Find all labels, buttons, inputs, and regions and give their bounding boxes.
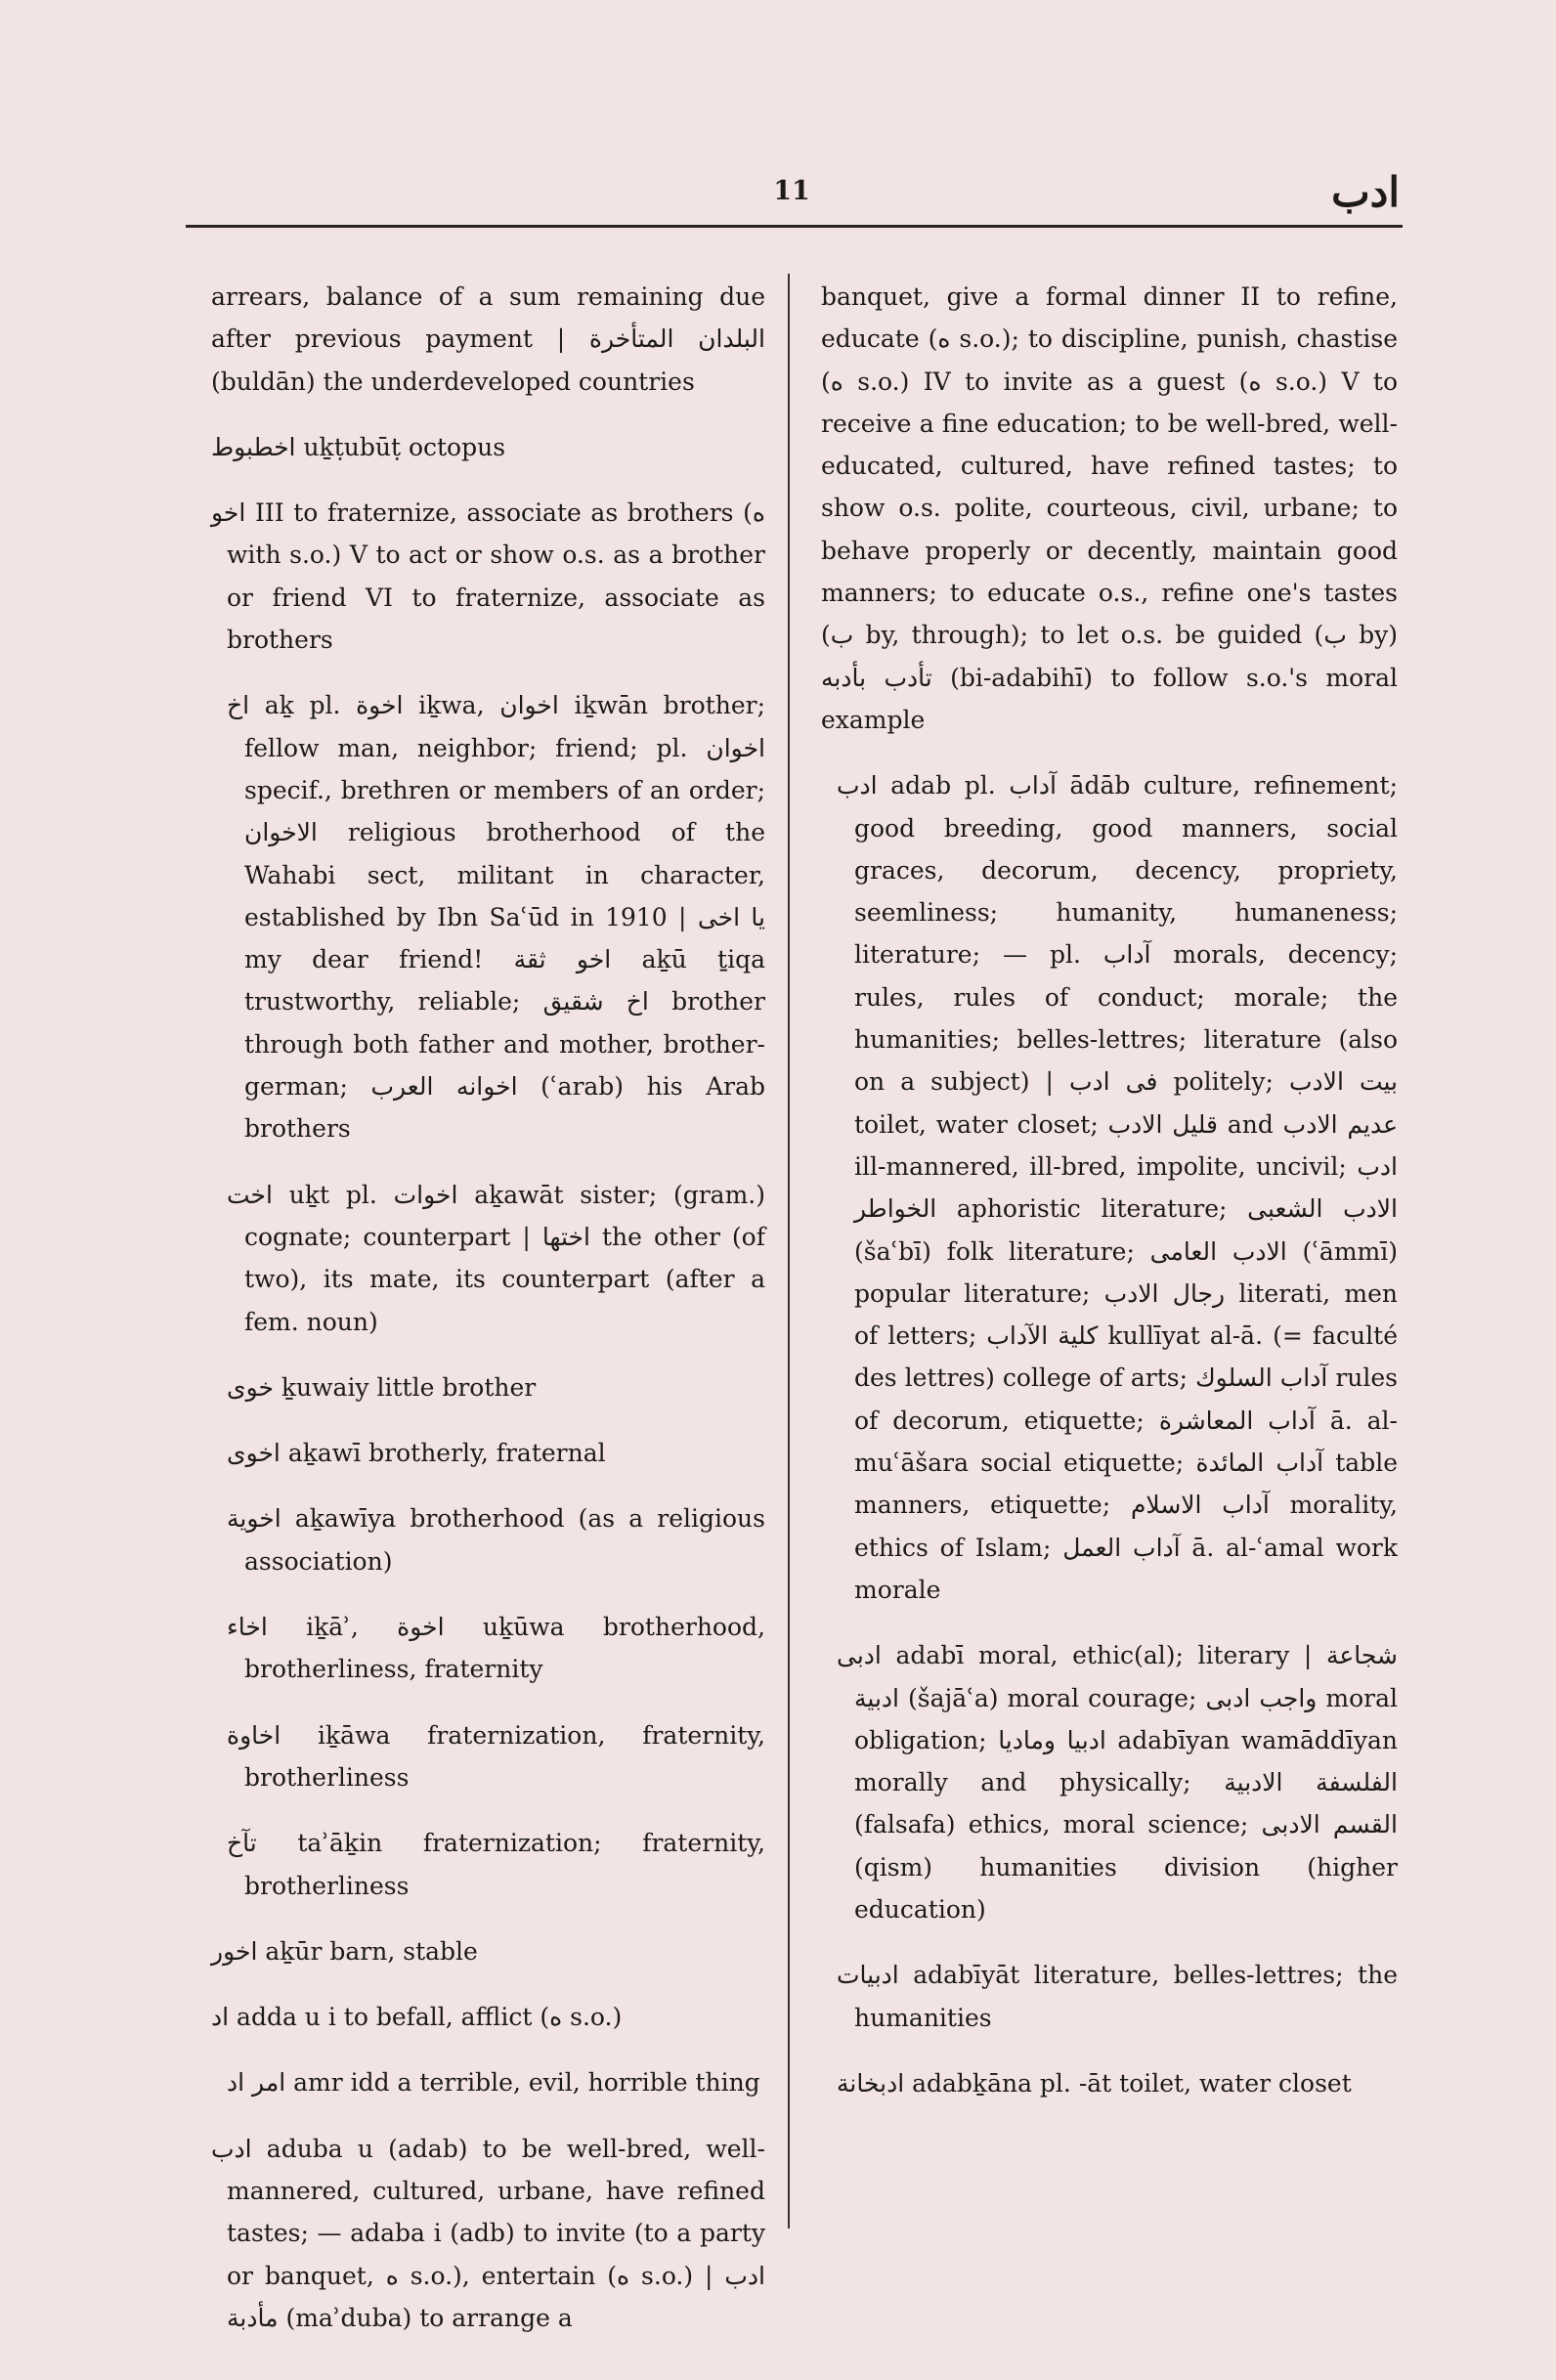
header-rule (186, 225, 1403, 228)
entry-adab: ادب adab pl. آداب ādāb culture, refinement; good breeding, good manners, social graces, decorum, decency, propriety, seemliness; humanity, humaneness; literature; — pl. آداب morals, decency; rules, rules of conduct; morale; the humanities; belles-lettres; literature (also on a subject) | فى ادب politely; بيت الادب toilet, water closet; قليل الادب and عديم الادب ill-mannered, ill-bred, impolite, uncivil; ادب الخواطر aphoristic literature; الادب الشعبى (šaʿbī) folk literature; الادب العامى (ʿāmmī) popular literature; رجال الادب literati, men of letters; كلية الآداب kullīyat al-ā. (= faculté des lettres) college of arts; آداب السلوك rules of decorum, etiquette; آداب المعاشرة ā. al-muʿāšara social etiquette; آداب المائدة table manners, etiquette; آداب الاسلام morality, ethics of Islam; آداب العمل ā. al-ʿamal work morale (837, 771, 1399, 1604)
entry-taakhin: تآخ taʾāḵin fraternization; fraternity, brotherliness (227, 1829, 765, 1900)
entry-ukhtubut: اخطبوط uḵṭubūṭ octopus (211, 432, 506, 461)
entry-khuwaiy: خوى ḵuwaiy little brother (227, 1372, 537, 1402)
entry-adabiyat: ادبيات adabīyāt literature, belles-lettres; the humanities (837, 1961, 1398, 2032)
entry-adabi: ادبى adabī moral, ethic(al); literary | شجاعة ادبية (šajāʿa) moral courage; واجب ادبى moral obligation; ادبيا وماديا adabīyan wamāddīyan morally and physically; الفلسفة الادبية (falsafa) ethics, moral science; القسم الادبى (qism) humanities division (higher education) (837, 1641, 1399, 1924)
entry-akhawi: اخوى aḵawī brotherly, fraternal (227, 1439, 606, 1468)
entry-akhw: اخو III to fraternize, associate as brothers (ه with s.o.) V to act or show o.s. as a brother or friend VI to fraternize, associate as brothers (211, 498, 765, 655)
entry-akhur: اخور aḵūr barn, stable (211, 1936, 478, 1966)
entry-akh: اخ aḵ pl. اخوة iḵwa, اخوان iḵwān brother; fellow man, neighbor; friend; pl. اخوان specif., brethren or members of an order; الاخوان religious brotherhood of the Wahabi sect, militant in character, established by Ibn Saʿūd in 1910 | يا اخى my dear friend! اخو ثقة aḵū ṯiqa trustworthy, reliable; اخ شقيق brother through both father and mother, brother-german; اخوانه العرب (ʿarab) his Arab brothers (227, 691, 766, 1144)
entry-ikha: اخاء iḵāʾ, اخوة uḵūwa brotherhood, brotherliness, fraternity (227, 1613, 765, 1684)
entry-continuation-banquet: banquet, give a formal dinner II to refine, educate (ه s.o.); to discipline, punish, chastise (ه s.o.) IV to invite as a guest (ه s.o.) V to receive a fine education; to be well-bred, well-educated, cultured, have refined tastes; to show o.s. polite, courteous, civil, urbane; to behave properly or decently, maintain good manners; to educate o.s., refine one's tastes (ب by, through); to let o.s. be guided (ب by) تأدب بأدبه (bi-adabihī) to follow s.o.'s moral example (821, 282, 1398, 734)
entry-aduba: ادب aduba u (adab) to be well-bred, well-mannered, cultured, urbane, have refined tastes; — adaba i (adb) to invite (to a party or banquet, ه s.o.), entertain (ه s.o.) | ادب مأدبة (maʾduba) to arrange a (211, 2134, 765, 2332)
entry-amr-idd: امر اد amr idd a terrible, evil, horrible thing (227, 2068, 760, 2098)
page-number: 11 (773, 176, 810, 206)
entry-akhawiya: اخوية aḵawīya brotherhood (as a religious association) (227, 1504, 765, 1576)
entry-continuation-arrears: arrears, balance of a sum remaining due after previous payment | البلدان المتأخرة (buldān) the underdeveloped countries (211, 282, 765, 396)
entry-adda: اد adda u i to befall, afflict (ه s.o.) (211, 2003, 623, 2032)
running-head: ادب (1331, 168, 1400, 216)
column-divider (788, 274, 790, 2229)
entry-ukht: اخت uḵt pl. اخوات aḵawāt sister; (gram.) cognate; counterpart | اختها the other (of two), its mate, its counterpart (after a fem. noun) (227, 1180, 765, 1336)
left-column (211, 276, 765, 2339)
right-column (821, 276, 1398, 2104)
entry-adabkhana: ادبخانة adabḵāna pl. -āt toilet, water closet (837, 2068, 1352, 2098)
entry-ikhawa: اخاوة iḵāwa fraternization, fraternity, brotherliness (227, 1720, 765, 1792)
